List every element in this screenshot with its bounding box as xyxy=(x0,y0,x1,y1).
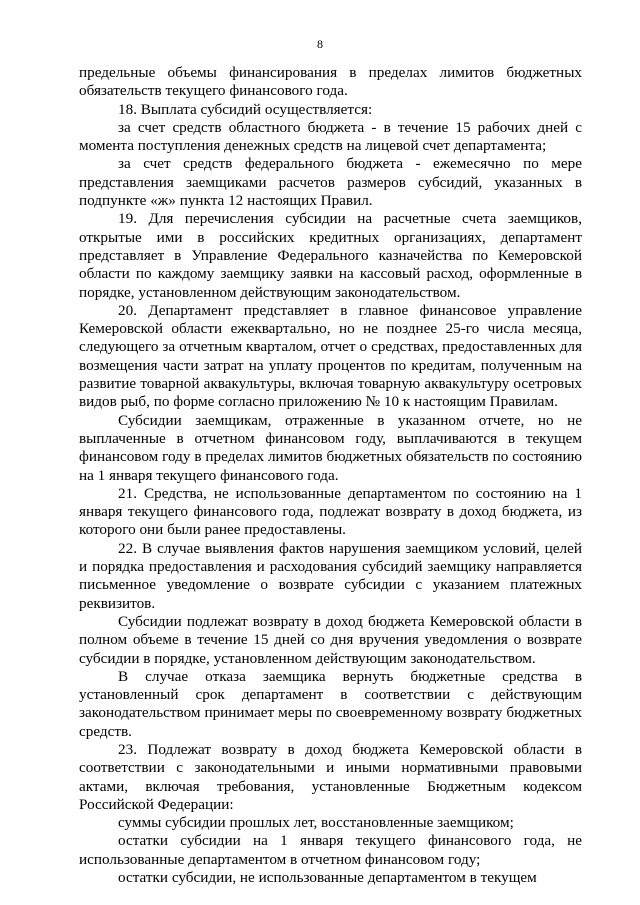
paragraph-regional-budget: за счет средств областного бюджета - в течение 15 рабочих дней с момента поступления денежных средств на лицевой счет департамента; xyxy=(79,118,582,155)
paragraph-remainders-current: остатки субсидии, не использованные департаментом в текущем xyxy=(118,869,537,887)
paragraph-clause-21: 21. Средства, не использованные департаментом по состоянию на 1 января текущего финансового года, подлежат возврату в доход бюджета, из которого они были ранее предоставлены. xyxy=(79,484,582,539)
paragraph-clause-20: 20. Департамент представляет в главное финансовое управление Кемеровской области ежеквартально, но не позднее 25-го числа месяца, следующего за отчетным кварталом, отчет о средствах, предоставленных для возмещения части затрат на уплату процентов по кредитам, полученным на развитие товарной аквакультуры, включая товарную аквакультуру осетровых видов рыб, по форме согласно приложению № 10 к настоящим Правилам. xyxy=(79,301,582,411)
paragraph-past-years: суммы субсидии прошлых лет, восстановленные заемщиком; xyxy=(118,814,514,832)
paragraph-clause-19: 19. Для перечисления субсидии на расчетные счета заемщиков, открытые ими в российских кредитных организациях, департамент представляет в Управление Федерального казначейства по Кемеровской области по каждому заемщику заявки на кассовый расход, оформленные в порядке, установленном действующим законодательством. xyxy=(79,210,582,301)
paragraph-continuation: предельные объемы финансирования в пределах лимитов бюджетных обязательств текущего финансового года. xyxy=(79,64,582,100)
paragraph-clause-23: 23. Подлежат возврату в доход бюджета Кемеровской области в соответствии с законодательными и иными нормативными правовыми актами, включая требования, установленные Бюджетным кодексом Российской Федерации: xyxy=(79,740,582,813)
paragraph-refusal: В случае отказа заемщика вернуть бюджетные средства в установленный срок департамент в соответствии с действующим законодательством принимает меры по своевременному возврату бюджетных средств. xyxy=(79,667,582,740)
paragraph-federal-budget: за счет средств федерального бюджета - ежемесячно по мере представления заемщиками расчетов размеров субсидий, указанных в подпункте «ж» пункта 12 настоящих Правил. xyxy=(79,155,582,210)
paragraph-clause-22: 22. В случае выявления фактов нарушения заемщиком условий, целей и порядка предоставления и расходования субсидий заемщику направляется письменное уведомление о возврате субсидии с указанием платежных реквизитов. xyxy=(79,539,582,612)
page-number: 8 xyxy=(317,37,323,51)
paragraph-subsidies-report: Субсидии заемщикам, отраженные в указанном отчете, но не выплаченные в отчетном финансовом году, выплачиваются в текущем финансовом году в пределах лимитов бюджетных обязательств по состоянию на 1 января текущего финансового года. xyxy=(79,411,582,484)
paragraph-remainders-january: остатки субсидии на 1 января текущего финансового года, не использованные департаментом в отчетном финансовом году; xyxy=(79,832,582,868)
document-body xyxy=(79,64,582,887)
paragraph-subsidies-return: Субсидии подлежат возврату в доход бюджета Кемеровской области в полном объеме в течение 15 дней со дня вручения уведомления о возврате субсидии в порядке, установленном действующим законодательством. xyxy=(79,612,582,667)
paragraph-clause-18: 18. Выплата субсидий осуществляется: xyxy=(118,100,373,118)
